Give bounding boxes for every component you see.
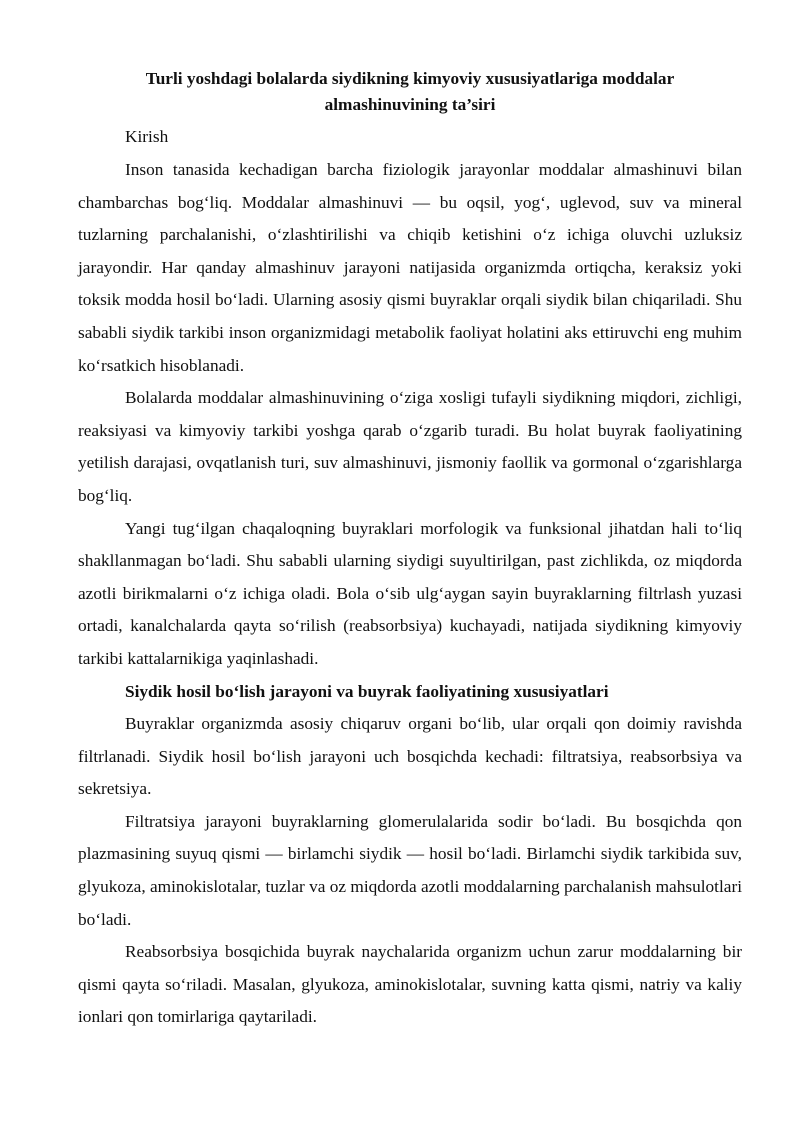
section-heading: Siydik hosil bo‘lish jarayoni va buyrak faoliyatining xususiyatlari (125, 681, 609, 701)
document-title: Turli yoshdagi bolalarda siydikning kimyoviy xususiyatlariga moddalar almashinuvining ta’siri (145, 69, 675, 114)
paragraph: Bolalarda moddalar almashinuvining o‘ziga xosligi tufayli siydikning miqdori, zichligi, reaksiyasi va kimyoviy tarkibi yoshga qarab o‘zgarib turadi. Bu holat buyrak faoliyatining yetilish darajasi, ovqatlanish turi, suv almashinuvi, jismoniy faollik va gormonal o‘zgarishlarga bog‘liq. (78, 388, 742, 505)
paragraph: Inson tanasida kechadigan barcha fiziologik jarayonlar moddalar almashinuvi bilan chambarchas bog‘liq. Moddalar almashinuvi — bu oqsil, yog‘, uglevod, suv va mineral tuzlarning parchalanishi, o‘zlashtirilishi va chiqib ketishini o‘z ichiga oluvchi uzluksiz jarayondir. Har qanday almashinuv jarayoni natijasida organizmda ortiqcha, keraksiz yoki toksik modda hosil bo‘ladi. Ularning asosiy qismi buyraklar orqali siydik bilan chiqariladi. Shu sababli siydik tarkibi inson organizmidagi metabolik faoliyat holatini aks ettiruvchi eng muhim ko‘rsatkich hisoblanadi. (78, 160, 742, 375)
document-page (78, 66, 742, 1034)
paragraph: Reabsorbsiya bosqichida buyrak naychalarida organizm uchun zarur moddalarning bir qismi qayta so‘riladi. Masalan, glyukoza, aminokislotalar, suvning katta qismi, natriy va kaliy ionlari qon tomirlariga qaytariladi. (78, 942, 742, 1027)
paragraph: Filtratsiya jarayoni buyraklarning glomerulalarida sodir bo‘ladi. Bu bosqichda qon plazmasining suyuq qismi — birlamchi siydik — hosil bo‘ladi. Birlamchi siydik tarkibida suv, glyukoza, aminokislotalar, tuzlar va oz miqdorda azotli moddalarning parchalanish mahsulotlari bo‘ladi. (78, 811, 742, 929)
paragraph: Yangi tug‘ilgan chaqaloqning buyraklari morfologik va funksional jihatdan hali to‘liq shakllanmagan bo‘ladi. Shu sababli ularning siydigi suyultirilgan, past zichlikda, oz miqdorda azotli birikmalarni o‘z ichiga oladi. Bola o‘sib ulg‘aygan sayin buyraklarning filtrlash yuzasi ortadi, kanalchalarda qayta so‘rilish (reabsorbsiya) kuchayadi, natijada siydikning kimyoviy tarkibi kattalarnikiga yaqinlashadi. (78, 518, 742, 668)
paragraph: Buyraklar organizmda asosiy chiqaruv organi bo‘lib, ular orqali qon doimiy ravishda filtrlanadi. Siydik hosil bo‘lish jarayoni uch bosqichda kechadi: filtratsiya, reabsorbsiya va sekretsiya. (78, 714, 742, 799)
intro-heading: Kirish (125, 127, 169, 146)
